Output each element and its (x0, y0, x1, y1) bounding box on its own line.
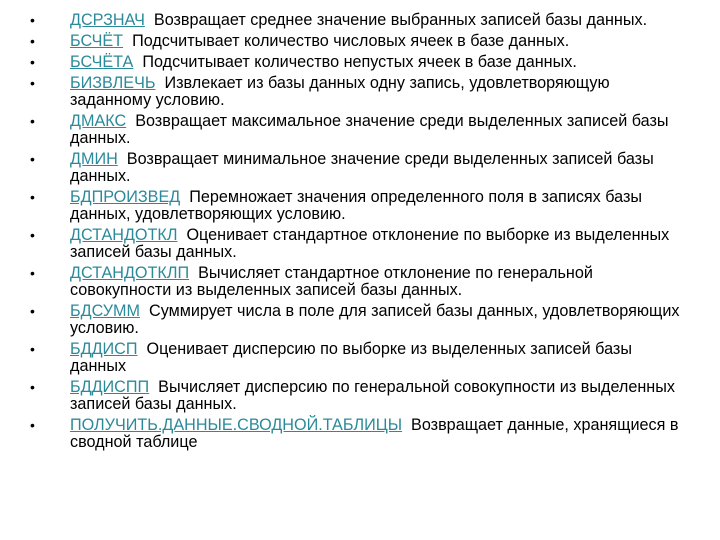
function-description: Оценивает стандартное отклонение по выборке из выделенных записей базы данных. (70, 226, 670, 261)
function-description: Перемножает значения определенного поля в записях базы данных, удовлетворяющих условию. (70, 188, 643, 223)
bullet-icon: • (30, 379, 35, 395)
function-description: Возвращает среднее значение выбранных записей базы данных. (153, 11, 648, 29)
bullet-icon: • (30, 303, 35, 319)
bullet-icon: • (30, 341, 35, 357)
list-item (0, 189, 720, 223)
function-link-bschet[interactable]: БСЧЁТ (70, 32, 124, 50)
bullet-icon: • (30, 227, 35, 243)
function-link-dmin[interactable]: ДМИН (70, 150, 118, 168)
bullet-icon: • (30, 113, 35, 129)
list-item (0, 54, 720, 71)
database-function-list (0, 12, 720, 455)
function-description: Суммирует числа в поле для записей базы данных, удовлетворяющих условию. (70, 302, 680, 337)
function-link-bizvlech[interactable]: БИЗВЛЕЧЬ (70, 74, 156, 92)
function-link-poluchit-dannye-svodnoy-tablitsy[interactable]: ПОЛУЧИТЬ.ДАННЫЕ.СВОДНОЙ.ТАБЛИЦЫ (70, 416, 403, 434)
function-link-bscheta[interactable]: БСЧЁТА (70, 53, 134, 71)
list-item (0, 75, 720, 109)
list-item (0, 12, 720, 29)
function-description: Вычисляет дисперсию по генеральной совокупности из выделенных записей базы данных. (70, 378, 675, 413)
bullet-icon: • (30, 417, 35, 433)
function-link-bddispp[interactable]: БДДИСПП (70, 378, 150, 396)
function-description: Возвращает максимальное значение среди выделенных записей базы данных. (70, 112, 669, 147)
list-item (0, 303, 720, 337)
bullet-icon: • (30, 33, 35, 49)
list-item (0, 113, 720, 147)
function-description: Оценивает дисперсию по выборке из выделенных записей базы данных (70, 340, 632, 375)
function-description: Возвращает минимальное значение среди выделенных записей базы данных. (70, 150, 654, 185)
bullet-icon: • (30, 75, 35, 91)
bullet-icon: • (30, 151, 35, 167)
function-description: Подсчитывает количество непустых ячеек в базе данных. (142, 53, 577, 71)
list-item (0, 341, 720, 375)
function-link-bddisp[interactable]: БДДИСП (70, 340, 138, 358)
bullet-icon: • (30, 54, 35, 70)
bullet-icon: • (30, 265, 35, 281)
list-item (0, 265, 720, 299)
function-description: Вычисляет стандартное отклонение по генеральной совокупности из выделенных записей базы данных. (70, 264, 593, 299)
function-link-dstandotkl[interactable]: ДСТАНДОТКЛ (70, 226, 178, 244)
function-link-dstandotklp[interactable]: ДСТАНДОТКЛП (70, 264, 190, 282)
function-link-dmaks[interactable]: ДМАКС (70, 112, 127, 130)
bullet-icon: • (30, 12, 35, 28)
list-item (0, 151, 720, 185)
bullet-icon: • (30, 189, 35, 205)
function-link-bdproizved[interactable]: БДПРОИЗВЕД (70, 188, 181, 206)
function-link-bdsumm[interactable]: БДСУММ (70, 302, 140, 320)
function-description: Возвращает данные, хранящиеся в сводной таблице (70, 416, 679, 451)
list-item (0, 379, 720, 413)
list-item (0, 417, 720, 451)
function-link-dsrznach[interactable]: ДСРЗНАЧ (70, 11, 145, 29)
function-description: Извлекает из базы данных одну запись, удовлетворяющую заданному условию. (70, 74, 610, 109)
function-description: Подсчитывает количество числовых ячеек в базе данных. (132, 32, 570, 50)
list-item (0, 227, 720, 261)
list-item (0, 33, 720, 50)
